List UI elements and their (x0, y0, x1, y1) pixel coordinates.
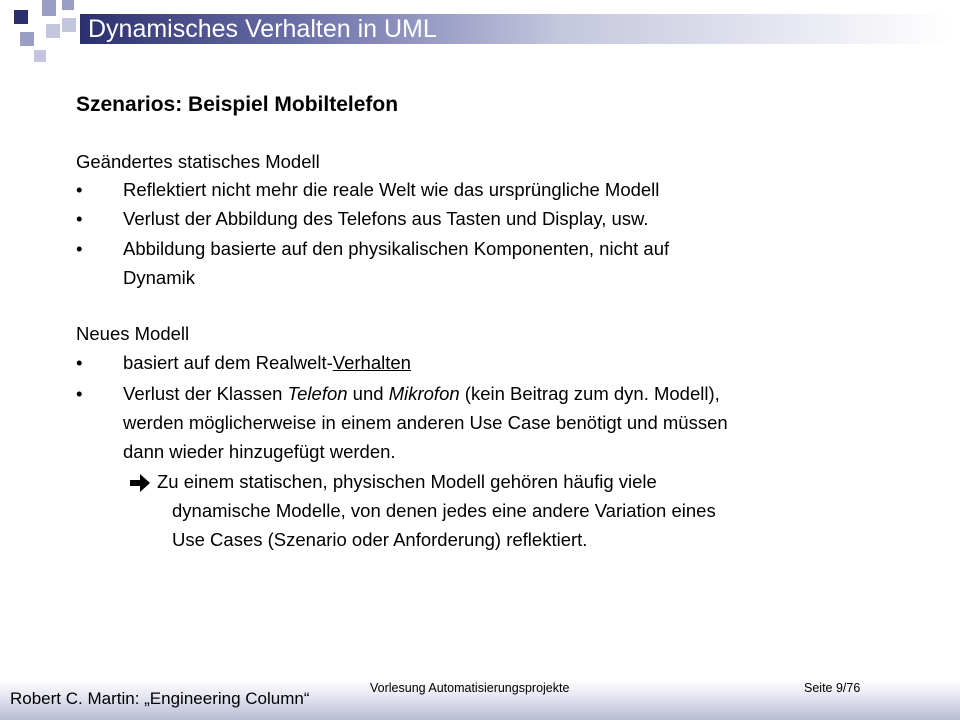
bullet-marker: • (76, 179, 83, 200)
footer-source: Robert C. Martin: „Engineering Column“ (10, 689, 310, 708)
bullet-text-part: Verlust der Klassen (123, 383, 288, 404)
italic-term-mikrofon: Mikrofon (388, 383, 460, 404)
bullet-text-part: basiert auf dem Realwelt- (123, 352, 333, 373)
corner-square-1 (14, 10, 28, 24)
bullet-marker: • (76, 208, 83, 229)
conclusion-text-continued: Use Cases (Szenario oder Anforderung) reflektiert. (172, 529, 588, 550)
corner-square-7 (34, 50, 46, 62)
footer-page-number: Seite 9/76 (804, 681, 861, 695)
bullet-text: Reflektiert nicht mehr die reale Welt wie das ursprüngliche Modell (123, 179, 660, 200)
bullet-text-continued: dann wieder hinzugefügt werden. (123, 441, 396, 462)
bullet-text: Abbildung basierte auf den physikalischen Komponenten, nicht auf (123, 238, 670, 259)
bullet-text: Verlust der Abbildung des Telefons aus Tasten und Display, usw. (123, 208, 649, 229)
corner-square-2 (42, 0, 56, 16)
slide-title: Dynamisches Verhalten in UML (88, 15, 437, 43)
bullet-text-part: (kein Beitrag zum dyn. Modell), (459, 383, 720, 404)
section-title-new-model: Neues Modell (76, 323, 190, 344)
section-title-static-model: Geändertes statisches Modell (76, 151, 320, 172)
bullet-text-part: und (347, 383, 389, 404)
corner-square-6 (62, 18, 76, 32)
footer-course: Vorlesung Automatisierungsprojekte (370, 681, 570, 695)
conclusion-text-continued: dynamische Modelle, von denen jedes eine andere Variation eines (172, 500, 716, 521)
bullet-text-continued: werden möglicherweise in einem anderen Use Case benötigt und müssen (123, 412, 728, 433)
bullet-text (123, 380, 720, 407)
right-arrow-icon (128, 471, 152, 495)
conclusion-text: Zu einem statischen, physischen Modell gehören häufig viele (157, 471, 657, 492)
corner-square-3 (62, 0, 74, 10)
underlined-term-verhalten: Verhalten (332, 352, 411, 373)
corner-square-5 (46, 24, 60, 38)
bullet-marker: • (76, 383, 83, 404)
slide-heading: Szenarios: Beispiel Mobiltelefon (76, 93, 399, 116)
bullet-marker: • (76, 352, 83, 373)
italic-term-telefon: Telefon (287, 383, 348, 404)
bullet-text-continued: Dynamik (123, 267, 195, 288)
bullet-text (123, 349, 411, 376)
bullet-marker: • (76, 238, 83, 259)
corner-square-4 (20, 32, 34, 46)
